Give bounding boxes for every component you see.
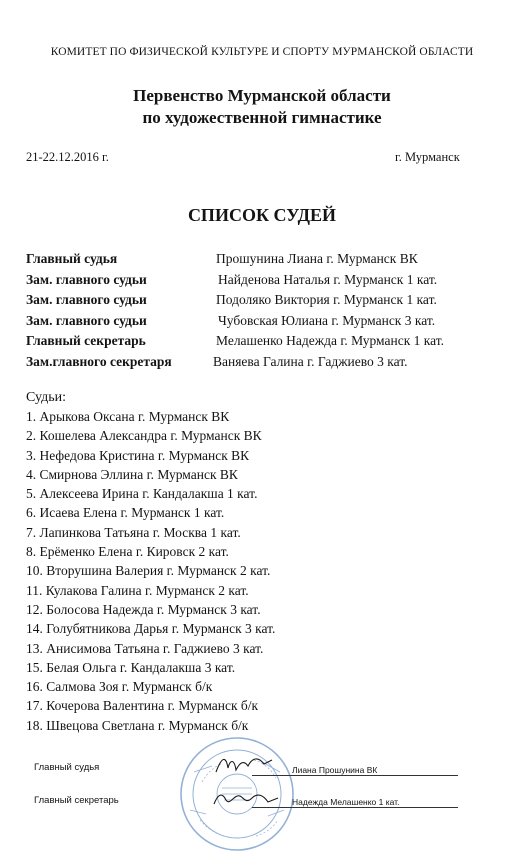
official-role: Зам. главного судьи [26, 312, 147, 328]
judge-item: 3. Нефедова Кристина г. Мурманск ВК [26, 447, 250, 463]
event-title-line2: по художественной гимнастике [142, 108, 382, 127]
official-name: Подоляко Виктория г. Мурманск 1 кат. [216, 292, 437, 307]
official-role: Зам. главного судьи [26, 292, 147, 307]
judges-list [26, 409, 275, 737]
official-name: Ваняева Галина г. Гаджиево 3 кат. [213, 353, 408, 369]
chief-secretary-sign-line [252, 807, 458, 808]
judge-item: 16. Салмова Зоя г. Мурманск б/к [26, 679, 213, 695]
official-role: Главный судья [26, 251, 118, 266]
event-city: г. Мурманск [395, 150, 460, 164]
event-title-line1: Первенство Мурманской области [133, 86, 391, 105]
judge-item: 17. Кочерова Валентина г. Мурманск б/к [26, 698, 259, 714]
judges-title: Судьи: [26, 390, 66, 405]
judge-item: 6. Исаева Елена г. Мурманск 1 кат. [26, 505, 225, 521]
judge-item: 14. Голубятникова Дарья г. Мурманск 3 кат. [26, 621, 276, 637]
judge-item: 7. Лапинкова Татьяна г. Москва 1 кат. [26, 524, 241, 540]
official-role: Зам.главного секретаря [26, 353, 172, 369]
official-role: Зам. главного судьи [26, 271, 147, 287]
judge-item: 18. Швецова Светлана г. Мурманск б/к [26, 717, 249, 733]
judge-item: 12. Болосова Надежда г. Мурманск 3 кат. [26, 601, 261, 617]
judge-item: 15. Белая Ольга г. Кандалакша 3 кат. [26, 659, 236, 675]
committee-header: КОМИТЕТ ПО ФИЗИЧЕСКОЙ КУЛЬТУРЕ И СПОРТУ МУРМАНСКОЙ ОБЛАСТИ [50, 46, 474, 58]
official-role: Главный секретарь [26, 333, 146, 348]
official-name: Прошунина Лиана г. Мурманск ВК [216, 251, 418, 266]
chief-secretary-sign-name: Надежда Мелашенко 1 кат. [292, 797, 400, 807]
official-name: Чубовская Юлиана г. Мурманск 3 кат. [218, 312, 436, 328]
event-date: 21-22.12.2016 г. [26, 150, 109, 164]
judge-item: 8. Ерёменко Елена г. Кировск 2 кат. [26, 544, 229, 560]
chief-judge-sign-name: Лиана Прошунина ВК [292, 765, 378, 775]
judge-item: 11. Кулакова Галина г. Мурманск 2 кат. [26, 582, 249, 598]
judge-item: 10. Вторушина Валерия г. Мурманск 2 кат. [26, 563, 271, 579]
judge-item: 1. Арыкова Оксана г. Мурманск ВК [26, 409, 230, 424]
chief-secretary-signature [210, 786, 284, 812]
official-name: Найденова Наталья г. Мурманск 1 кат. [218, 271, 438, 287]
judge-item: 5. Алексеева Ирина г. Кандалакша 1 кат. [26, 486, 258, 502]
judge-item: 2. Кошелева Александра г. Мурманск ВК [26, 428, 262, 444]
judge-item: 4. Смирнова Эллина г. Мурманск ВК [26, 466, 238, 482]
list-title: СПИСОК СУДЕЙ [187, 205, 337, 225]
judge-item: 13. Анисимова Татьяна г. Гаджиево 3 кат. [26, 640, 264, 656]
chief-judge-sign-line [252, 775, 458, 776]
chief-secretary-sign-label: Главный секретарь [34, 795, 119, 806]
chief-judge-sign-label: Главный судья [34, 762, 100, 773]
official-name: Мелашенко Надежда г. Мурманск 1 кат. [216, 333, 445, 348]
